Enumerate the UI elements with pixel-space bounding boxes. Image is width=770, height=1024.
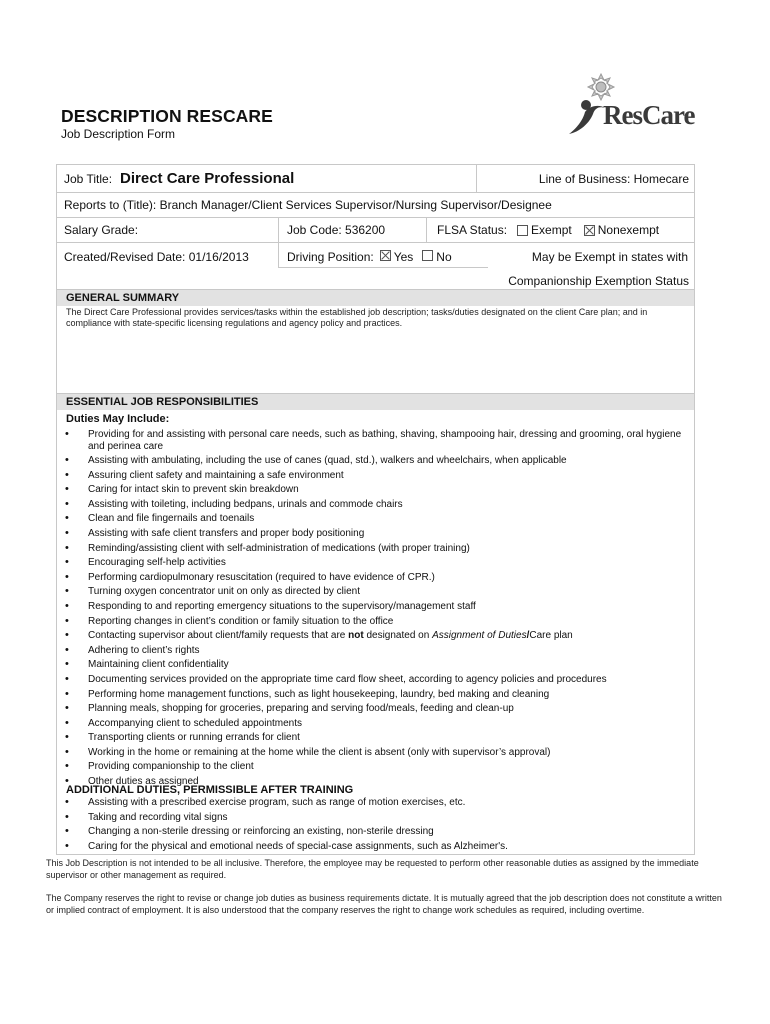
list-item xyxy=(63,761,693,776)
disclaimer-paragraph-2: The Company reserves the right to revise or change job duties as business requirements dictate. It is mutually agreed that the job description does not constitute a written or implied contract of employment. It is also understood that the company reserves the right to change work schedules as required, including overtime. xyxy=(46,893,722,915)
salary-row xyxy=(56,218,695,243)
list-item xyxy=(63,841,693,856)
list-item-text: Providing for and assisting with personal care needs, such as bathing, shaving, shampooing hair, dressing and grooming, oral hygiene and perinea care xyxy=(88,429,682,452)
list-item xyxy=(63,718,693,733)
flsa-nonexempt-label: Nonexempt xyxy=(597,223,660,237)
job-title-row xyxy=(56,165,695,193)
list-item xyxy=(63,732,693,747)
line-of-business: Line of Business: Homecare xyxy=(538,171,689,186)
list-item-text: Performing cardiopulmonary resuscitation (required to have evidence of CPR.) xyxy=(88,571,435,583)
flsa-exempt-checkbox[interactable] xyxy=(517,225,528,236)
list-item xyxy=(63,513,693,528)
list-item xyxy=(63,557,693,572)
job-title-value: Direct Care Professional xyxy=(120,170,295,187)
list-item-text: Performing home management functions, such as light housekeeping, laundry, bed making and cleaning xyxy=(88,688,550,700)
duties-heading: Duties May Include: xyxy=(66,413,170,425)
list-item-text: Reminding/assisting client with self-administration of medications (with proper training) xyxy=(88,542,470,554)
list-item-text: Taking and recording vital signs xyxy=(88,811,228,823)
logo-wordmark: ResCare xyxy=(603,100,695,130)
list-item-text: Caring for intact skin to prevent skin breakdown xyxy=(88,484,299,496)
driving-position-label: Driving Position: xyxy=(287,250,374,264)
list-item xyxy=(63,747,693,762)
general-summary-text: The Direct Care Professional provides services/tasks within the established job description; tasks/duties designated on the client Care plan; and in compliance with state-specific licensing regulations and agency policy and practices. xyxy=(66,307,648,328)
driving-no-label: No xyxy=(436,250,452,264)
date-row xyxy=(56,243,695,290)
document-subtitle: Job Description Form xyxy=(61,127,176,141)
list-item-text: Assisting with safe client transfers and proper body positioning xyxy=(88,527,365,539)
list-item xyxy=(63,797,693,812)
list-item xyxy=(63,429,693,455)
contact-item-part3: / xyxy=(526,630,530,642)
list-item xyxy=(63,812,693,827)
list-item-text: Turning oxygen concentrator unit on only as directed by client xyxy=(88,586,361,598)
salary-grade: Salary Grade: xyxy=(64,223,139,237)
contact-item-part1: Contacting supervisor about client/family requests that are xyxy=(88,630,349,642)
general-summary-heading: GENERAL SUMMARY xyxy=(57,290,694,306)
flsa-exempt-label: Exempt xyxy=(531,223,572,237)
created-revised-date: Created/Revised Date: 01/16/2013 xyxy=(64,250,249,264)
list-item xyxy=(63,586,693,601)
list-item-text: Assisting with a prescribed exercise program, such as range of motion exercises, etc. xyxy=(88,797,466,808)
list-item-text: Clean and file fingernails and toenails xyxy=(88,513,255,525)
exempt-note-line2: Companionship Exemption Status xyxy=(508,274,689,288)
contact-item-part4: Care plan xyxy=(529,630,573,642)
duties-list xyxy=(63,429,693,791)
list-item-text: Maintaining client confidentiality xyxy=(88,659,229,671)
list-item-text: Assuring client safety and maintaining a safe environment xyxy=(88,469,344,481)
driving-no-checkbox[interactable] xyxy=(422,250,433,261)
list-item-text: Providing companionship to the client xyxy=(88,761,254,773)
contact-item-part2: designated on xyxy=(363,630,433,642)
essential-responsibilities-heading: ESSENTIAL JOB RESPONSIBILITIES xyxy=(57,394,694,410)
flsa-nonexempt-checkbox[interactable] xyxy=(584,225,595,236)
list-item-text: Planning meals, shopping for groceries, preparing and serving food/meals, feeding and clean-up xyxy=(88,703,514,715)
list-item-text: Adhering to client’s rights xyxy=(88,644,200,656)
list-item xyxy=(63,616,693,631)
driving-yes-label: Yes xyxy=(393,250,414,264)
list-item xyxy=(63,499,693,514)
list-item-text: Accompanying client to scheduled appointments xyxy=(88,717,303,729)
driving-yes-checkbox[interactable] xyxy=(380,250,391,261)
list-item xyxy=(63,601,693,616)
job-title-label: Job Title: xyxy=(64,171,113,186)
document-title: DESCRIPTION RESCARE xyxy=(61,106,273,126)
list-item-text: Assisting with toileting, including bedpans, urinals and commode chairs xyxy=(88,498,403,510)
list-item-text: Assisting with ambulating, including the use of canes (quad, std.), walkers and wheelchairs, when applicable xyxy=(88,455,567,466)
reports-to-row xyxy=(56,193,695,218)
list-item-text: Other duties as assigned xyxy=(88,776,199,788)
list-item xyxy=(63,630,693,645)
list-item-text: Documenting services provided on the appropriate time card flow sheet, according to agency policies and procedures xyxy=(88,673,607,685)
list-item xyxy=(63,543,693,558)
list-item xyxy=(63,484,693,499)
list-item-text: Encouraging self-help activities xyxy=(88,557,226,569)
rescare-logo xyxy=(565,72,700,140)
list-item xyxy=(63,674,693,689)
disclaimer-paragraph-1: This Job Description is not intended to be all inclusive. Therefore, the employee may be requested to perform other reasonable duties as assigned by the immediate supervisor or other management as required. xyxy=(46,858,699,880)
list-item xyxy=(63,455,693,470)
list-item xyxy=(63,470,693,485)
list-item xyxy=(63,528,693,543)
additional-duties-heading: ADDITIONAL DUTIES, PERMISSIBLE AFTER TRAINING xyxy=(66,784,354,796)
list-item xyxy=(63,689,693,704)
list-item-text: Caring for the physical and emotional needs of special-case assignments, such as Alzheimer's. xyxy=(88,840,508,852)
list-item xyxy=(63,826,693,841)
exempt-note-line1: May be Exempt in states with xyxy=(531,250,688,264)
list-item-text: Reporting changes in client’s condition or family situation to the office xyxy=(88,615,394,627)
contact-item-bold: not xyxy=(348,630,364,642)
list-item xyxy=(63,703,693,718)
list-item xyxy=(63,572,693,587)
list-item-text: Changing a non-sterile dressing or reinforcing an existing, non-sterile dressing xyxy=(88,826,434,838)
job-code: Job Code: 536200 xyxy=(287,223,386,237)
list-item xyxy=(63,645,693,660)
reports-to: Reports to (Title): Branch Manager/Client Services Supervisor/Nursing Supervisor/Designee xyxy=(64,198,552,212)
list-item-text: Working in the home or remaining at the home while the client is absent (only with supervisor’s approval) xyxy=(88,746,551,758)
additional-duties-list xyxy=(63,797,693,855)
list-item-text: Responding to and reporting emergency situations to the supervisory/management staff xyxy=(88,600,476,612)
list-item-text: Transporting clients or running errands for client xyxy=(88,732,300,744)
contact-item-italic: Assignment of Duties xyxy=(432,630,527,642)
flsa-label: FLSA Status: xyxy=(437,223,508,237)
list-item xyxy=(63,659,693,674)
